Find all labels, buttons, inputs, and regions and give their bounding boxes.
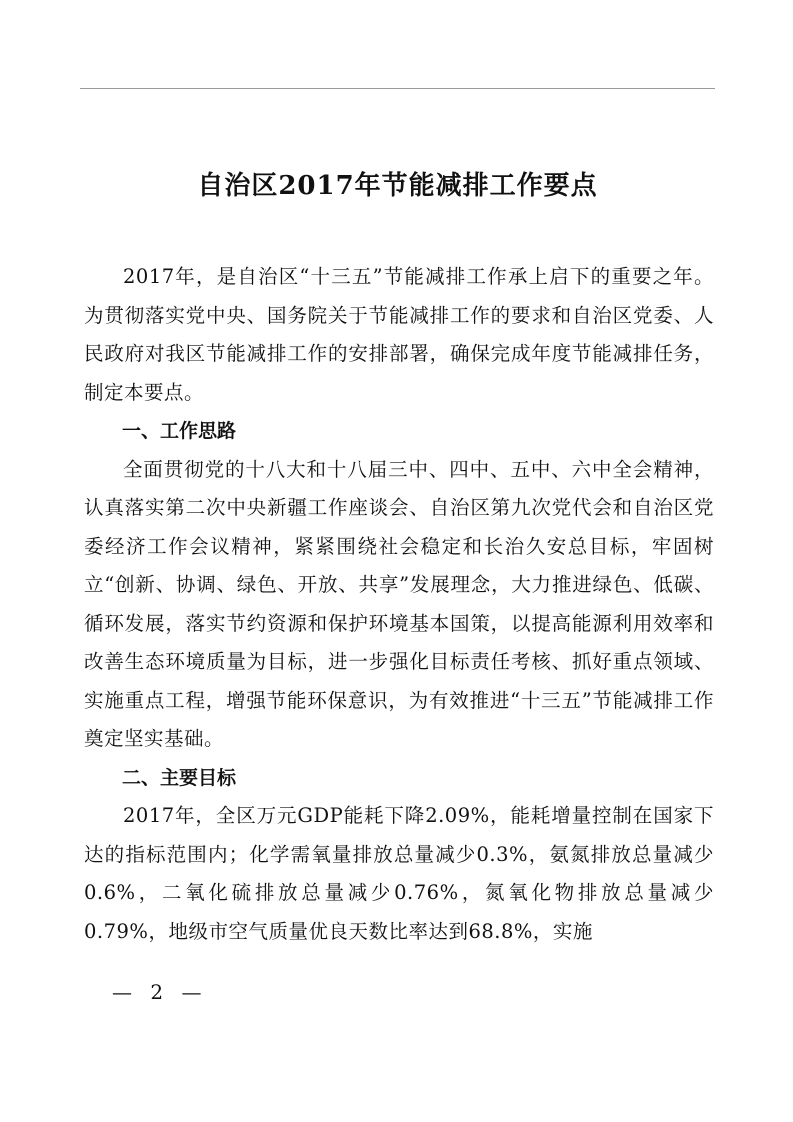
document-title: 自治区2017年节能减排工作要点 [197,171,598,201]
header-rule [80,88,715,89]
section-heading-work-ideas: 一、工作思路 [122,420,237,442]
document-body [84,258,714,951]
main-goals-paragraph: 2017年，全区万元GDP能耗下降2.09%，能耗增量控制在国家下达的指标范围内；化学需氧量排放总量减少0.3%，氨氮排放总量减少0.6%，二氧化硫排放总量减少0.76%，氮氧化物排放总量减少0.79%，地级市空气质量优良天数比率达到68.8%，实施 [84,804,714,943]
page-number: — 2 — [112,980,208,1004]
intro-paragraph: 2017年，是自治区“十三五”节能减排工作承上启下的重要之年。为贯彻落实党中央、国务院关于节能减排工作的要求和自治区党委、人民政府对我区节能减排工作的安排部署，确保完成年度节能减排任务，制定本要点。 [84,265,714,404]
work-ideas-paragraph: 全面贯彻党的十八大和十八届三中、四中、五中、六中全会精神，认真落实第二次中央新疆工作座谈会、自治区第九次党代会和自治区党委经济工作会议精神，紧紧围绕社会稳定和长治久安总目标，牢固树立“创新、协调、绿色、开放、共享”发展理念，大力推进绿色、低碳、循环发展，落实节约资源和保护环境基本国策，以提高能源利用效率和改善生态环境质量为目标，进一步强化目标责任考核、抓好重点领域、实施重点工程，增强节能环保意识，为有效推进“十三五”节能减排工作奠定坚实基础。 [84,457,714,750]
section-heading-main-goals: 二、主要目标 [122,766,237,789]
